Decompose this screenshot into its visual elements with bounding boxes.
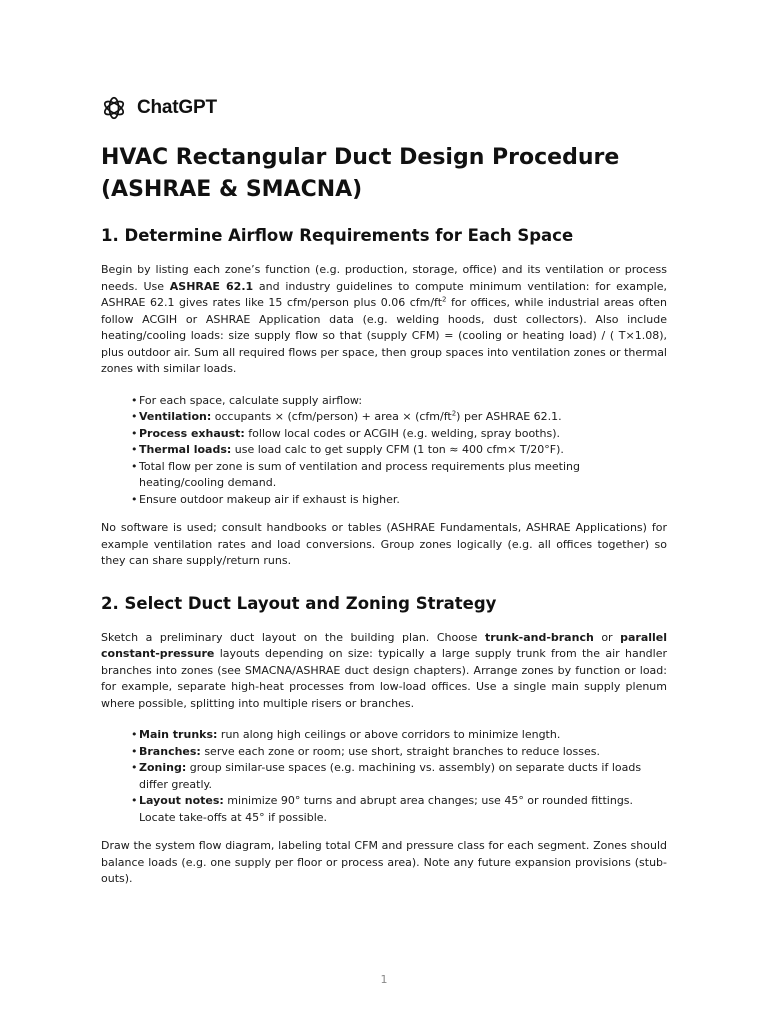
openai-logo-icon xyxy=(101,95,127,121)
section-1-list xyxy=(131,393,667,509)
title-line-1: HVAC Rectangular Duct Design Procedure xyxy=(101,145,620,170)
section-1-heading: 1. Determine Airflow Requirements for Each Space xyxy=(101,226,574,245)
list-item: • For each space, calculate supply airflow: xyxy=(131,393,667,410)
page-number: 1 xyxy=(380,973,388,986)
list-item: • Total flow per zone is sum of ventilation and process requirements plus meeting heating/cooling demand. xyxy=(131,459,667,492)
brand-name: ChatGPT xyxy=(137,97,217,118)
list-item: • Branches: serve each zone or room; use short, straight branches to reduce losses. xyxy=(131,744,667,761)
section-2-heading: 2. Select Duct Layout and Zoning Strategy xyxy=(101,593,497,613)
list-item: • Process exhaust: follow local codes or ACGIH (e.g. welding, spray booths). xyxy=(131,426,667,443)
section-2-list xyxy=(131,727,667,826)
list-item: • Thermal loads: use load calc to get supply CFM (1 ton ≈ 400 cfm× T/20°F). xyxy=(131,442,667,459)
title-line-2: (ASHRAE & SMACNA) xyxy=(101,177,363,202)
list-item: • Ensure outdoor makeup air if exhaust is higher. xyxy=(131,492,667,509)
section-2-paragraph-1: Sketch a preliminary duct layout on the building plan. Choose trunk-and-branch or parallel constant-pressure layouts depending on size: typically a large supply trunk from the air handler branches into zones (see SMACNA/ASHRAE duct design chapters). Arrange zones by function or load: for example, separate high-heat processes from low-load offices. Use a single main supply plenum where possible, splitting into multiple risers or branches. xyxy=(101,630,668,710)
list-item: • Layout notes: minimize 90° turns and abrupt area changes; use 45° or rounded fittings. Locate take-offs at 45° if possible. xyxy=(131,793,667,826)
document-title xyxy=(101,142,667,206)
section-2-paragraph-2: Draw the system flow diagram, labeling total CFM and pressure class for each segment. Zones should balance loads (e.g. one supply per floor or process area). Note any future expansion provisions (stub-outs). xyxy=(101,839,667,885)
section-1-paragraph-1: Begin by listing each zone’s function (e.g. production, storage, office) and its ventilation or process needs. Use ASHRAE 62.1 and industry guidelines to compute minimum ventilation: for example, ASHRAE 62.1 gives rates like 15 cfm/person plus 0.06 cfm/$ft^2$ for offices, while industrial areas often follow ACGIH or ASHRAE Application data (e.g. welding hoods, dust collectors). Also include heating/cooling loads: size supply flow so that (supply CFM) = (cooling or heating load) / ( T×1.08), plus outdoor air. Sum all required flows per space, then group spaces into ventilation zones or thermal zones with similar loads. xyxy=(101,263,667,375)
section-1-paragraph-2: No software is used; consult handbooks or tables (ASHRAE Fundamentals, ASHRAE Applications) for example ventilation rates and load conversions. Group zones logically (e.g. all offices together) so they can share supply/return runs. xyxy=(101,521,667,567)
brand-header xyxy=(101,94,667,122)
list-item: • Main trunks: run along high ceilings or above corridors to minimize length. xyxy=(131,727,667,744)
list-item: • Zoning: group similar-use spaces (e.g. machining vs. assembly) on separate ducts if loads differ greatly. xyxy=(131,760,667,793)
list-item: • Ventilation: occupants × (cfm/person) + area × $(cfm/ft^2)$ per ASHRAE 62.1. xyxy=(131,409,667,426)
document-page xyxy=(101,94,667,903)
